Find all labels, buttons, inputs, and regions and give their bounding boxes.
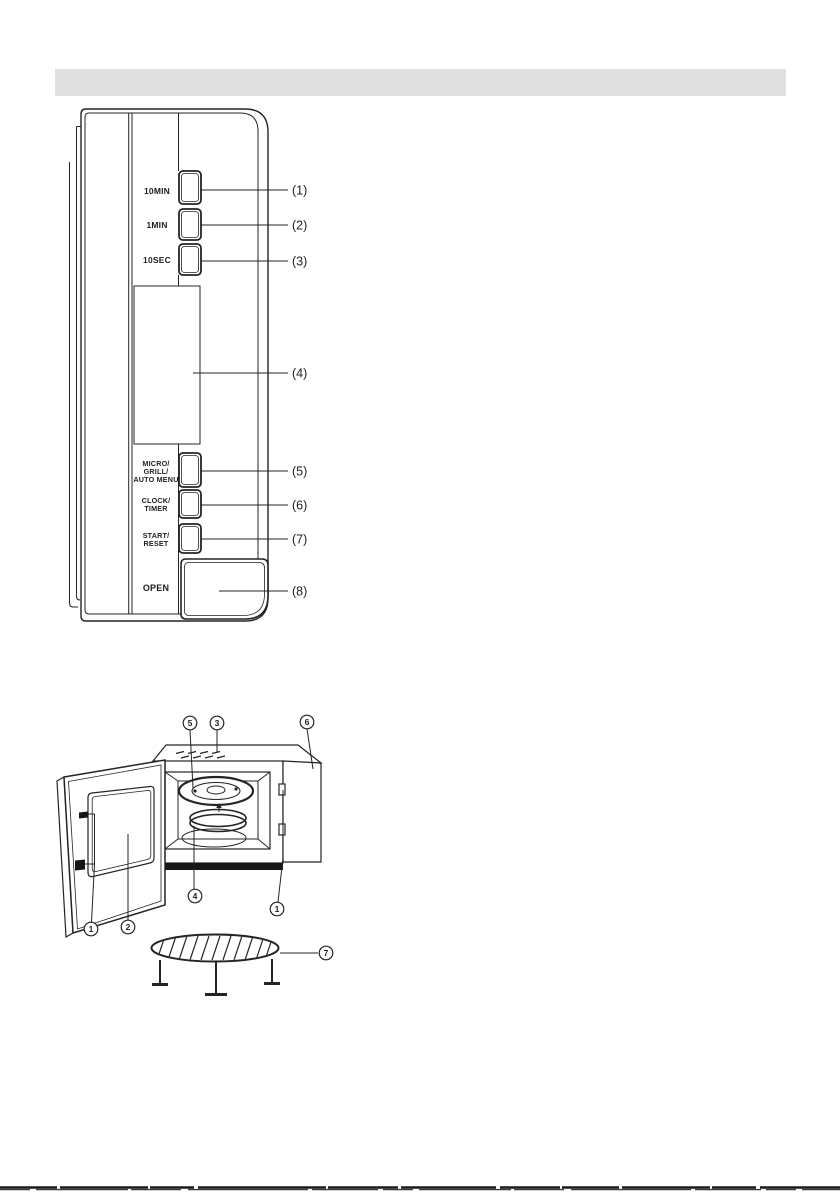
section-header-bar: [55, 69, 786, 96]
turntable-plate: [179, 777, 253, 805]
svg-text:6: 6: [304, 717, 310, 727]
button-10min: [179, 171, 201, 204]
mark-3: [210, 716, 224, 730]
page-bottom-scan-line: [0, 1188, 840, 1190]
svg-text:AUTO MENU: AUTO MENU: [133, 475, 179, 484]
mark-6: [300, 715, 314, 729]
svg-text:CLOCK/: CLOCK/: [141, 496, 171, 505]
svg-text:4: 4: [192, 891, 198, 901]
display-window: [134, 286, 200, 444]
callout-2: (2): [292, 218, 308, 233]
svg-text:1: 1: [88, 924, 94, 934]
label-10sec: 10SEC: [143, 255, 171, 265]
door-latch-bottom: [75, 860, 85, 871]
callout-6: (6): [292, 498, 308, 513]
oven-base: [155, 863, 283, 870]
oven-diagram: [57, 715, 321, 937]
svg-text:RESET: RESET: [143, 539, 169, 548]
mark-1-right: [270, 902, 284, 916]
button-start-reset: [179, 524, 201, 553]
mark-2: [121, 920, 135, 934]
button-micro-grill-automenu: [179, 453, 201, 487]
button-clock-timer: [179, 490, 201, 518]
svg-text:2: 2: [125, 922, 131, 932]
callout-8: (8): [292, 584, 308, 599]
button-10sec: [179, 244, 201, 275]
callout-1: (1): [292, 183, 308, 198]
svg-text:GRILL/: GRILL/: [143, 467, 169, 476]
oven-door: [57, 760, 165, 937]
svg-text:1: 1: [274, 904, 280, 914]
callout-7: (7): [292, 532, 308, 547]
grill-rack-diagram: [152, 935, 333, 995]
label-start-reset: [143, 531, 170, 548]
label-open: OPEN: [142, 583, 170, 593]
svg-text:5: 5: [187, 718, 193, 728]
rack-legs: [152, 959, 280, 995]
door-latch-top: [79, 812, 88, 819]
svg-text:TIMER: TIMER: [144, 504, 168, 513]
callout-5: (5): [292, 464, 308, 479]
mark-1-left: [84, 922, 98, 936]
label-clock-timer: [142, 496, 171, 513]
oven-right-panel: [283, 761, 321, 862]
mark-7: [319, 946, 333, 960]
svg-text:7: 7: [323, 948, 329, 958]
label-10min: 10MIN: [143, 186, 171, 196]
button-open: [181, 559, 268, 619]
label-1min: 1MIN: [146, 220, 168, 230]
svg-text:MICRO/: MICRO/: [142, 459, 170, 468]
svg-text:3: 3: [214, 718, 220, 728]
mark-5: [183, 716, 197, 730]
callout-4: (4): [292, 366, 308, 381]
callout-3: (3): [292, 254, 308, 269]
svg-text:START/: START/: [142, 531, 170, 540]
mark-4: [188, 889, 202, 903]
oven-top-face: [153, 745, 321, 763]
control-panel-diagram: [70, 109, 308, 621]
button-1min: [179, 209, 201, 240]
